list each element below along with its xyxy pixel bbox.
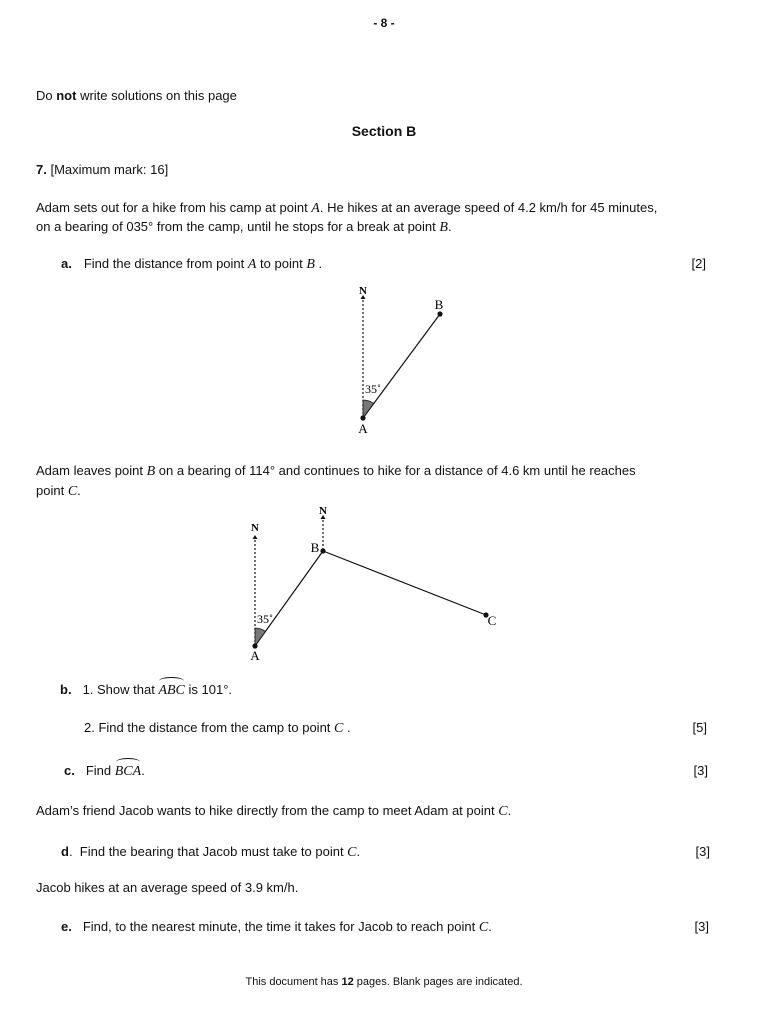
part-b-label: b. (60, 682, 72, 697)
notice-bold: not (56, 88, 77, 103)
part-b-2 (84, 718, 351, 738)
page-number: - 8 - (373, 16, 395, 30)
label-a: A (250, 648, 260, 663)
angle-sector (363, 400, 374, 418)
part-a-label: a. (61, 256, 72, 271)
part-b-text: 2. Find the distance from the camp to point (84, 720, 335, 735)
max-mark: [Maximum mark: 16] (50, 162, 169, 177)
para3 (36, 801, 511, 821)
part-d-text: . (356, 844, 361, 859)
part-e-mark: [3] (694, 919, 709, 934)
intro-text: on a bearing of 035° from the camp, until he stops for a break at point (36, 219, 440, 234)
part-b-mark: [5] (692, 720, 707, 735)
point-a (360, 415, 365, 420)
notice (36, 86, 237, 105)
var-b: B (306, 257, 315, 272)
part-c-text: Find (85, 763, 115, 778)
var-b: B (439, 220, 448, 235)
var-c: C (498, 804, 508, 819)
part-b-text: 1. Show that (82, 682, 159, 697)
bearing-diagram-2 (240, 502, 510, 664)
para2-text: on a bearing of 114° and continues to hike for a distance of 4.6 km until he reaches (155, 463, 636, 478)
path-bc (323, 551, 486, 615)
var-c: C (347, 845, 357, 860)
footer-text: This document has (245, 976, 342, 988)
question-number: 7. (36, 162, 47, 177)
part-e-text: Find, to the nearest minute, the time it takes for Jacob to reach point (82, 919, 479, 934)
angle-label: 35˚ (257, 612, 273, 626)
part-a-text: Find the distance from point (83, 256, 248, 271)
angle-label: 35˚ (365, 382, 381, 396)
para3-text: . (507, 803, 512, 818)
part-d (61, 842, 360, 862)
part-b-text: . (343, 720, 351, 735)
label-a: A (358, 421, 368, 436)
intro-line-1 (36, 198, 657, 218)
north-label-a: N (251, 522, 259, 534)
part-a-mark: [2] (691, 256, 706, 271)
part-e-text: . (488, 919, 492, 934)
intro-text: . (447, 219, 452, 234)
var-c: C (334, 721, 344, 736)
notice-pre: Do (36, 88, 57, 103)
section-title: Section B (351, 123, 417, 139)
part-e (61, 917, 492, 937)
para2-text: point (36, 483, 68, 498)
var-a: A (247, 257, 257, 272)
path-ab (363, 314, 440, 418)
part-b-1 (60, 680, 232, 700)
part-d-label: d (61, 844, 69, 859)
part-d-text: . Find the bearing that Jacob must take to point (68, 844, 348, 859)
point-b (320, 548, 325, 553)
north-label-b: N (319, 505, 327, 517)
intro-text: . He hikes at an average speed of 4.2 km/h for 45 minutes, (319, 200, 658, 215)
para2-line-2 (36, 481, 81, 501)
var-b: B (146, 464, 156, 479)
footer-text: pages. Blank pages are indicated. (353, 976, 523, 988)
para2-text: . (77, 483, 81, 498)
part-c-text: . (141, 763, 145, 778)
var-a: A (311, 201, 320, 216)
angle-sector (255, 628, 266, 646)
label-c: C (487, 613, 497, 628)
intro-line-2 (36, 217, 452, 237)
part-c-label: c. (64, 763, 75, 778)
part-c (64, 761, 145, 781)
north-arrow-head-a (253, 535, 258, 539)
north-label: N (359, 285, 367, 297)
part-a (61, 254, 322, 274)
para2-line-1 (36, 461, 636, 481)
notice-post: write solutions on this page (76, 88, 237, 103)
question-header (36, 160, 168, 179)
part-a-text: . (314, 256, 323, 271)
para2-text: Adam leaves point (36, 463, 147, 478)
footer (0, 976, 768, 988)
point-b (437, 311, 442, 316)
var-c: C (67, 484, 78, 499)
angle-abc: ABC (158, 683, 185, 698)
para3-text: Adam’s friend Jacob wants to hike directly from the camp to meet Adam at point (36, 803, 499, 818)
part-d-mark: [3] (695, 844, 710, 859)
angle-bca: BCA (114, 764, 142, 779)
label-b: B (310, 540, 320, 555)
bearing-diagram-1 (340, 278, 460, 438)
footer-page-count: 12 (341, 976, 354, 988)
part-b-text: is 101°. (184, 682, 233, 697)
part-c-mark: [3] (693, 763, 708, 778)
part-a-text: to point (256, 256, 307, 271)
para4: Jacob hikes at an average speed of 3.9 km/h. (36, 880, 299, 895)
var-c: C (478, 920, 489, 935)
part-e-label: e. (61, 919, 72, 934)
label-b: B (434, 297, 444, 312)
intro-text: Adam sets out for a hike from his camp at point (36, 200, 312, 215)
